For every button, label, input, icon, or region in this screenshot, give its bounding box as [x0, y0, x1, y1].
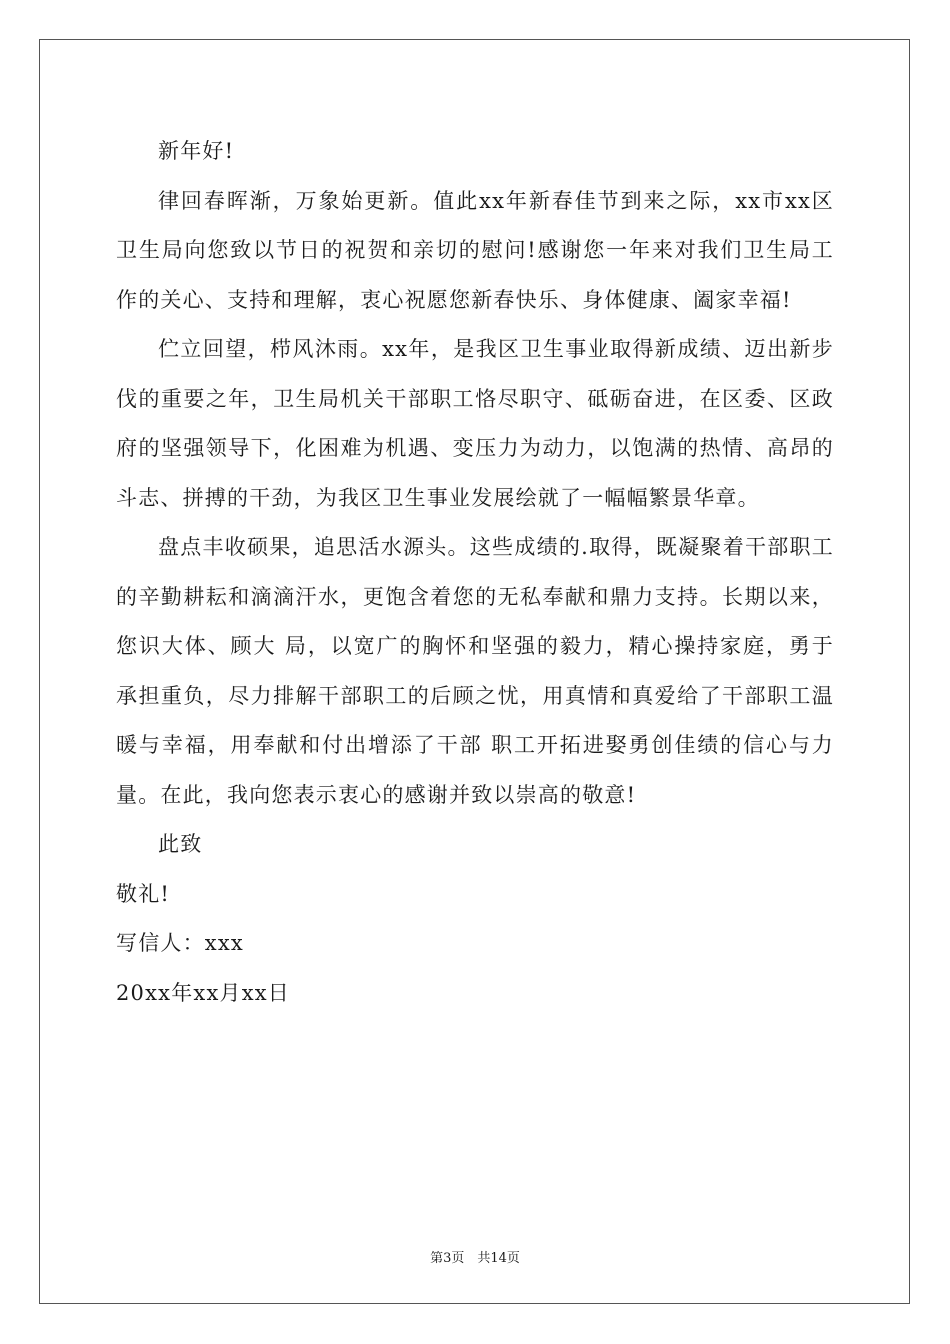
date: 20xx年xx月xx日 [116, 980, 290, 1005]
paragraph-1: 律回春晖渐，万象始更新。值此xx年新春佳节到来之际，xx市xx区卫生局向您致以节日的祝贺和亲切的慰问!感谢您一年来对我们卫生局工作的关心、支持和理解，衷心祝愿您新春快乐、身体健康、阖家幸福! [116, 188, 834, 312]
signature: 写信人：xxx [116, 931, 244, 955]
paragraph-3: 盘点丰收硕果，追思活水源头。这些成绩的.取得，既凝聚着干部职工的辛勤耕耘和滴滴汗水，更饱含着您的无私奉献和鼎力支持。长期以来，您识大体、顾大 局，以宽广的胸怀和坚强的毅力，精心操持家庭，勇于承担重负，尽力排解干部职工的后顾之忧，用真情和真爱给了干部职工温暖与幸福，用奉献和付出增添了干部 职工开拓进娶勇创佳绩的信心与力量。在此，我向您表示衷心的感谢并致以崇高的敬意! [116, 535, 834, 807]
closing: 此致 [158, 832, 203, 856]
salute: 敬礼! [116, 881, 171, 906]
page-number: 第3页 共14页 [430, 1251, 520, 1266]
paragraph-2: 伫立回望，栉风沐雨。xx年，是我区卫生事业取得新成绩、迈出新步伐的重要之年，卫生局机关干部职工恪尽职守、砥砺奋进，在区委、区政府的坚强领导下，化困难为机遇、变压力为动力，以饱满的热情、高昂的斗志、拼搏的干劲，为我区卫生事业发展绘就了一幅幅繁景华章。 [116, 337, 834, 510]
letter-body [116, 127, 834, 1018]
greeting: 新年好! [158, 139, 235, 163]
